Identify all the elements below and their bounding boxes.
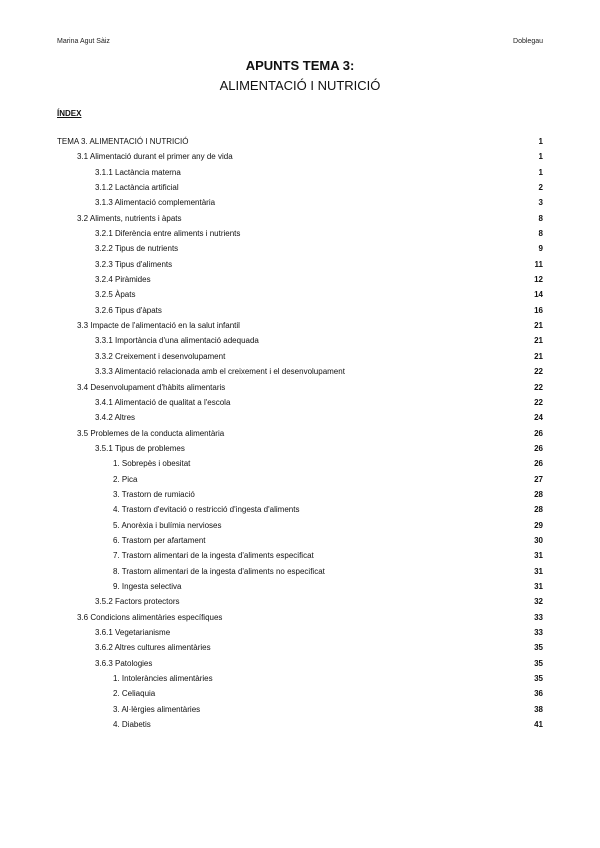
toc-entry[interactable]: [0, 702, 600, 717]
header-right-text: Doblegau: [513, 38, 543, 45]
toc-entry[interactable]: [0, 594, 600, 609]
toc-entry[interactable]: [0, 472, 600, 487]
toc-entry[interactable]: [0, 548, 600, 563]
toc-entry-title: 1. Sobrepès i obesitat: [113, 459, 191, 469]
toc-entry-title: 3. Al·lèrgies alimentàries: [113, 704, 201, 714]
toc-entry[interactable]: [0, 564, 600, 579]
toc-entry-title: 3. Trastorn de rumiació: [113, 489, 195, 499]
toc-entry[interactable]: [0, 195, 600, 210]
toc-entry-title: 3.1 Alimentació durant el primer any de vida: [77, 152, 233, 162]
toc-entry-page-number: 21: [534, 336, 543, 346]
toc-entry[interactable]: [0, 349, 600, 364]
toc-entry-title: 3.6 Condicions alimentàries específiques: [77, 612, 223, 622]
toc-entry-title: 3.3 Impacte de l'alimentació en la salut infantil: [77, 321, 240, 331]
toc-entry-page-number: 24: [534, 413, 543, 423]
toc-entry[interactable]: [0, 364, 600, 379]
toc-entry[interactable]: [0, 610, 600, 625]
toc-entry-title: 3.6.3 Patologies: [95, 658, 153, 668]
toc-entry-page-number: 16: [534, 305, 543, 315]
toc-entry-title: 4. Trastorn d'evitació o restricció d'ingesta d'aliments: [113, 505, 300, 515]
toc-entry[interactable]: [0, 395, 600, 410]
toc-entry-page-number: 9: [538, 244, 543, 254]
toc-entry[interactable]: [0, 456, 600, 471]
toc-entry-page-number: 35: [534, 674, 543, 684]
toc-entry-page-number: 38: [534, 704, 543, 714]
toc-entry[interactable]: [0, 640, 600, 655]
toc-entry[interactable]: [0, 226, 600, 241]
toc-entry[interactable]: [0, 134, 600, 149]
toc-entry-title: 3.1.2 Lactància artificial: [95, 183, 179, 193]
toc-entry[interactable]: [0, 502, 600, 517]
toc-entry[interactable]: [0, 717, 600, 732]
toc-entry-page-number: 14: [534, 290, 543, 300]
toc-entry-title: 3.4.1 Alimentació de qualitat a l'escola: [95, 397, 231, 407]
toc-entry-page-number: 28: [534, 505, 543, 515]
toc-entry-title: 3.3.2 Creixement i desenvolupament: [95, 351, 226, 361]
toc-entry-page-number: 26: [534, 459, 543, 469]
toc-entry-page-number: 35: [534, 643, 543, 653]
toc-entry-page-number: 8: [538, 229, 543, 239]
toc-entry-title: 3.5 Problemes de la conducta alimentària: [77, 428, 225, 438]
toc-entry-title: 1. Intoleràncies alimentàries: [113, 674, 213, 684]
table-of-contents: [0, 134, 600, 732]
toc-entry[interactable]: [0, 625, 600, 640]
toc-entry-page-number: 1: [538, 152, 543, 162]
toc-entry-title: 3.3.3 Alimentació relacionada amb el creixement i el desenvolupament: [95, 367, 345, 377]
toc-entry-page-number: 21: [534, 321, 543, 331]
toc-entry-title: 7. Trastorn alimentari de la ingesta d'aliments especificat: [113, 551, 314, 561]
toc-entry[interactable]: [0, 241, 600, 256]
toc-entry-title: 3.1.1 Lactància materna: [95, 167, 181, 177]
toc-entry-page-number: 27: [534, 474, 543, 484]
toc-entry-page-number: 2: [538, 183, 543, 193]
toc-entry-title: 8. Trastorn alimentari de la ingesta d'aliments no especificat: [113, 566, 325, 576]
toc-entry-page-number: 31: [534, 566, 543, 576]
toc-entry-title: 3.5.2 Factors protectors: [95, 597, 180, 607]
toc-entry-page-number: 22: [534, 397, 543, 407]
toc-entry-title: 3.2.6 Tipus d'àpats: [95, 305, 162, 315]
toc-entry-page-number: 29: [534, 520, 543, 530]
toc-entry-title: 3.4 Desenvolupament d'hàbits alimentaris: [77, 382, 226, 392]
toc-entry-page-number: 12: [534, 275, 543, 285]
toc-entry[interactable]: [0, 579, 600, 594]
toc-entry-title: 3.5.1 Tipus de problemes: [95, 443, 185, 453]
toc-entry-title: 3.6.2 Altres cultures alimentàries: [95, 643, 211, 653]
toc-entry[interactable]: [0, 165, 600, 180]
toc-entry[interactable]: [0, 441, 600, 456]
toc-entry-title: 3.3.1 Importància d'una alimentació adequada: [95, 336, 259, 346]
toc-entry[interactable]: [0, 380, 600, 395]
toc-entry-page-number: 32: [534, 597, 543, 607]
toc-entry-title: TEMA 3. ALIMENTACIÓ I NUTRICIÓ: [57, 137, 189, 146]
toc-entry-page-number: 33: [534, 612, 543, 622]
toc-entry-page-number: 21: [534, 351, 543, 361]
toc-entry[interactable]: [0, 410, 600, 425]
toc-entry[interactable]: [0, 671, 600, 686]
toc-entry-page-number: 22: [534, 367, 543, 377]
toc-entry-title: 3.4.2 Altres: [95, 413, 136, 423]
toc-entry-page-number: 26: [534, 428, 543, 438]
toc-entry-page-number: 30: [534, 535, 543, 545]
toc-entry-title: 3.2.4 Piràmides: [95, 275, 151, 285]
toc-entry-title: 2. Celiaquia: [113, 689, 156, 699]
toc-entry-page-number: 31: [534, 551, 543, 561]
toc-entry-title: 3.2.1 Diferència entre aliments i nutrients: [95, 229, 241, 239]
toc-entry-title: 3.2 Aliments, nutrients i àpats: [77, 213, 182, 223]
toc-entry-title: 3.2.2 Tipus de nutrients: [95, 244, 179, 254]
toc-entry[interactable]: [0, 333, 600, 348]
toc-entry[interactable]: [0, 518, 600, 533]
toc-entry-title: 3.2.5 Àpats: [95, 290, 136, 300]
toc-entry[interactable]: [0, 149, 600, 164]
toc-entry-page-number: 8: [538, 213, 543, 223]
toc-entry-page-number: 35: [534, 658, 543, 668]
toc-entry-title: 3.2.3 Tipus d'aliments: [95, 259, 173, 269]
index-heading: ÍNDEX: [57, 109, 82, 118]
toc-entry-page-number: 28: [534, 489, 543, 499]
toc-entry-page-number: 26: [534, 443, 543, 453]
toc-entry-title: 3.1.3 Alimentació complementària: [95, 198, 216, 208]
toc-entry-page-number: 41: [534, 720, 543, 730]
toc-entry[interactable]: [0, 426, 600, 441]
toc-entry-title: 4. Diabetis: [113, 720, 151, 730]
toc-entry[interactable]: [0, 272, 600, 287]
toc-entry[interactable]: [0, 257, 600, 272]
toc-entry[interactable]: [0, 180, 600, 195]
toc-entry-page-number: 3: [538, 198, 543, 208]
toc-entry[interactable]: [0, 686, 600, 701]
toc-entry-page-number: 11: [534, 259, 543, 269]
toc-entry-title: 3.6.1 Vegetarianisme: [95, 628, 171, 637]
toc-entry-title: 6. Trastorn per afartament: [113, 535, 206, 545]
toc-entry-title: 9. Ingesta selectiva: [113, 581, 182, 591]
toc-entry[interactable]: [0, 303, 600, 318]
document-subtitle: ALIMENTACIÓ I NUTRICIÓ: [219, 78, 381, 93]
toc-entry-title: 5. Anorèxia i bulímia nervioses: [113, 520, 222, 530]
header-author: Marina Agut Sàiz: [57, 38, 110, 45]
toc-entry[interactable]: [0, 211, 600, 226]
toc-entry-page-number: 22: [534, 382, 543, 392]
document-title: APUNTS TEMA 3:: [245, 58, 355, 73]
toc-entry-page-number: 1: [538, 167, 543, 177]
toc-entry-page-number: 31: [534, 581, 543, 591]
toc-entry[interactable]: [0, 533, 600, 548]
toc-entry[interactable]: [0, 656, 600, 671]
toc-entry[interactable]: [0, 487, 600, 502]
toc-entry-title: 2. Pica: [113, 474, 138, 484]
toc-entry-page-number: 33: [534, 628, 543, 637]
toc-entry-page-number: 1: [538, 137, 543, 146]
toc-entry[interactable]: [0, 287, 600, 302]
toc-entry[interactable]: [0, 318, 600, 333]
toc-entry-page-number: 36: [534, 689, 543, 699]
